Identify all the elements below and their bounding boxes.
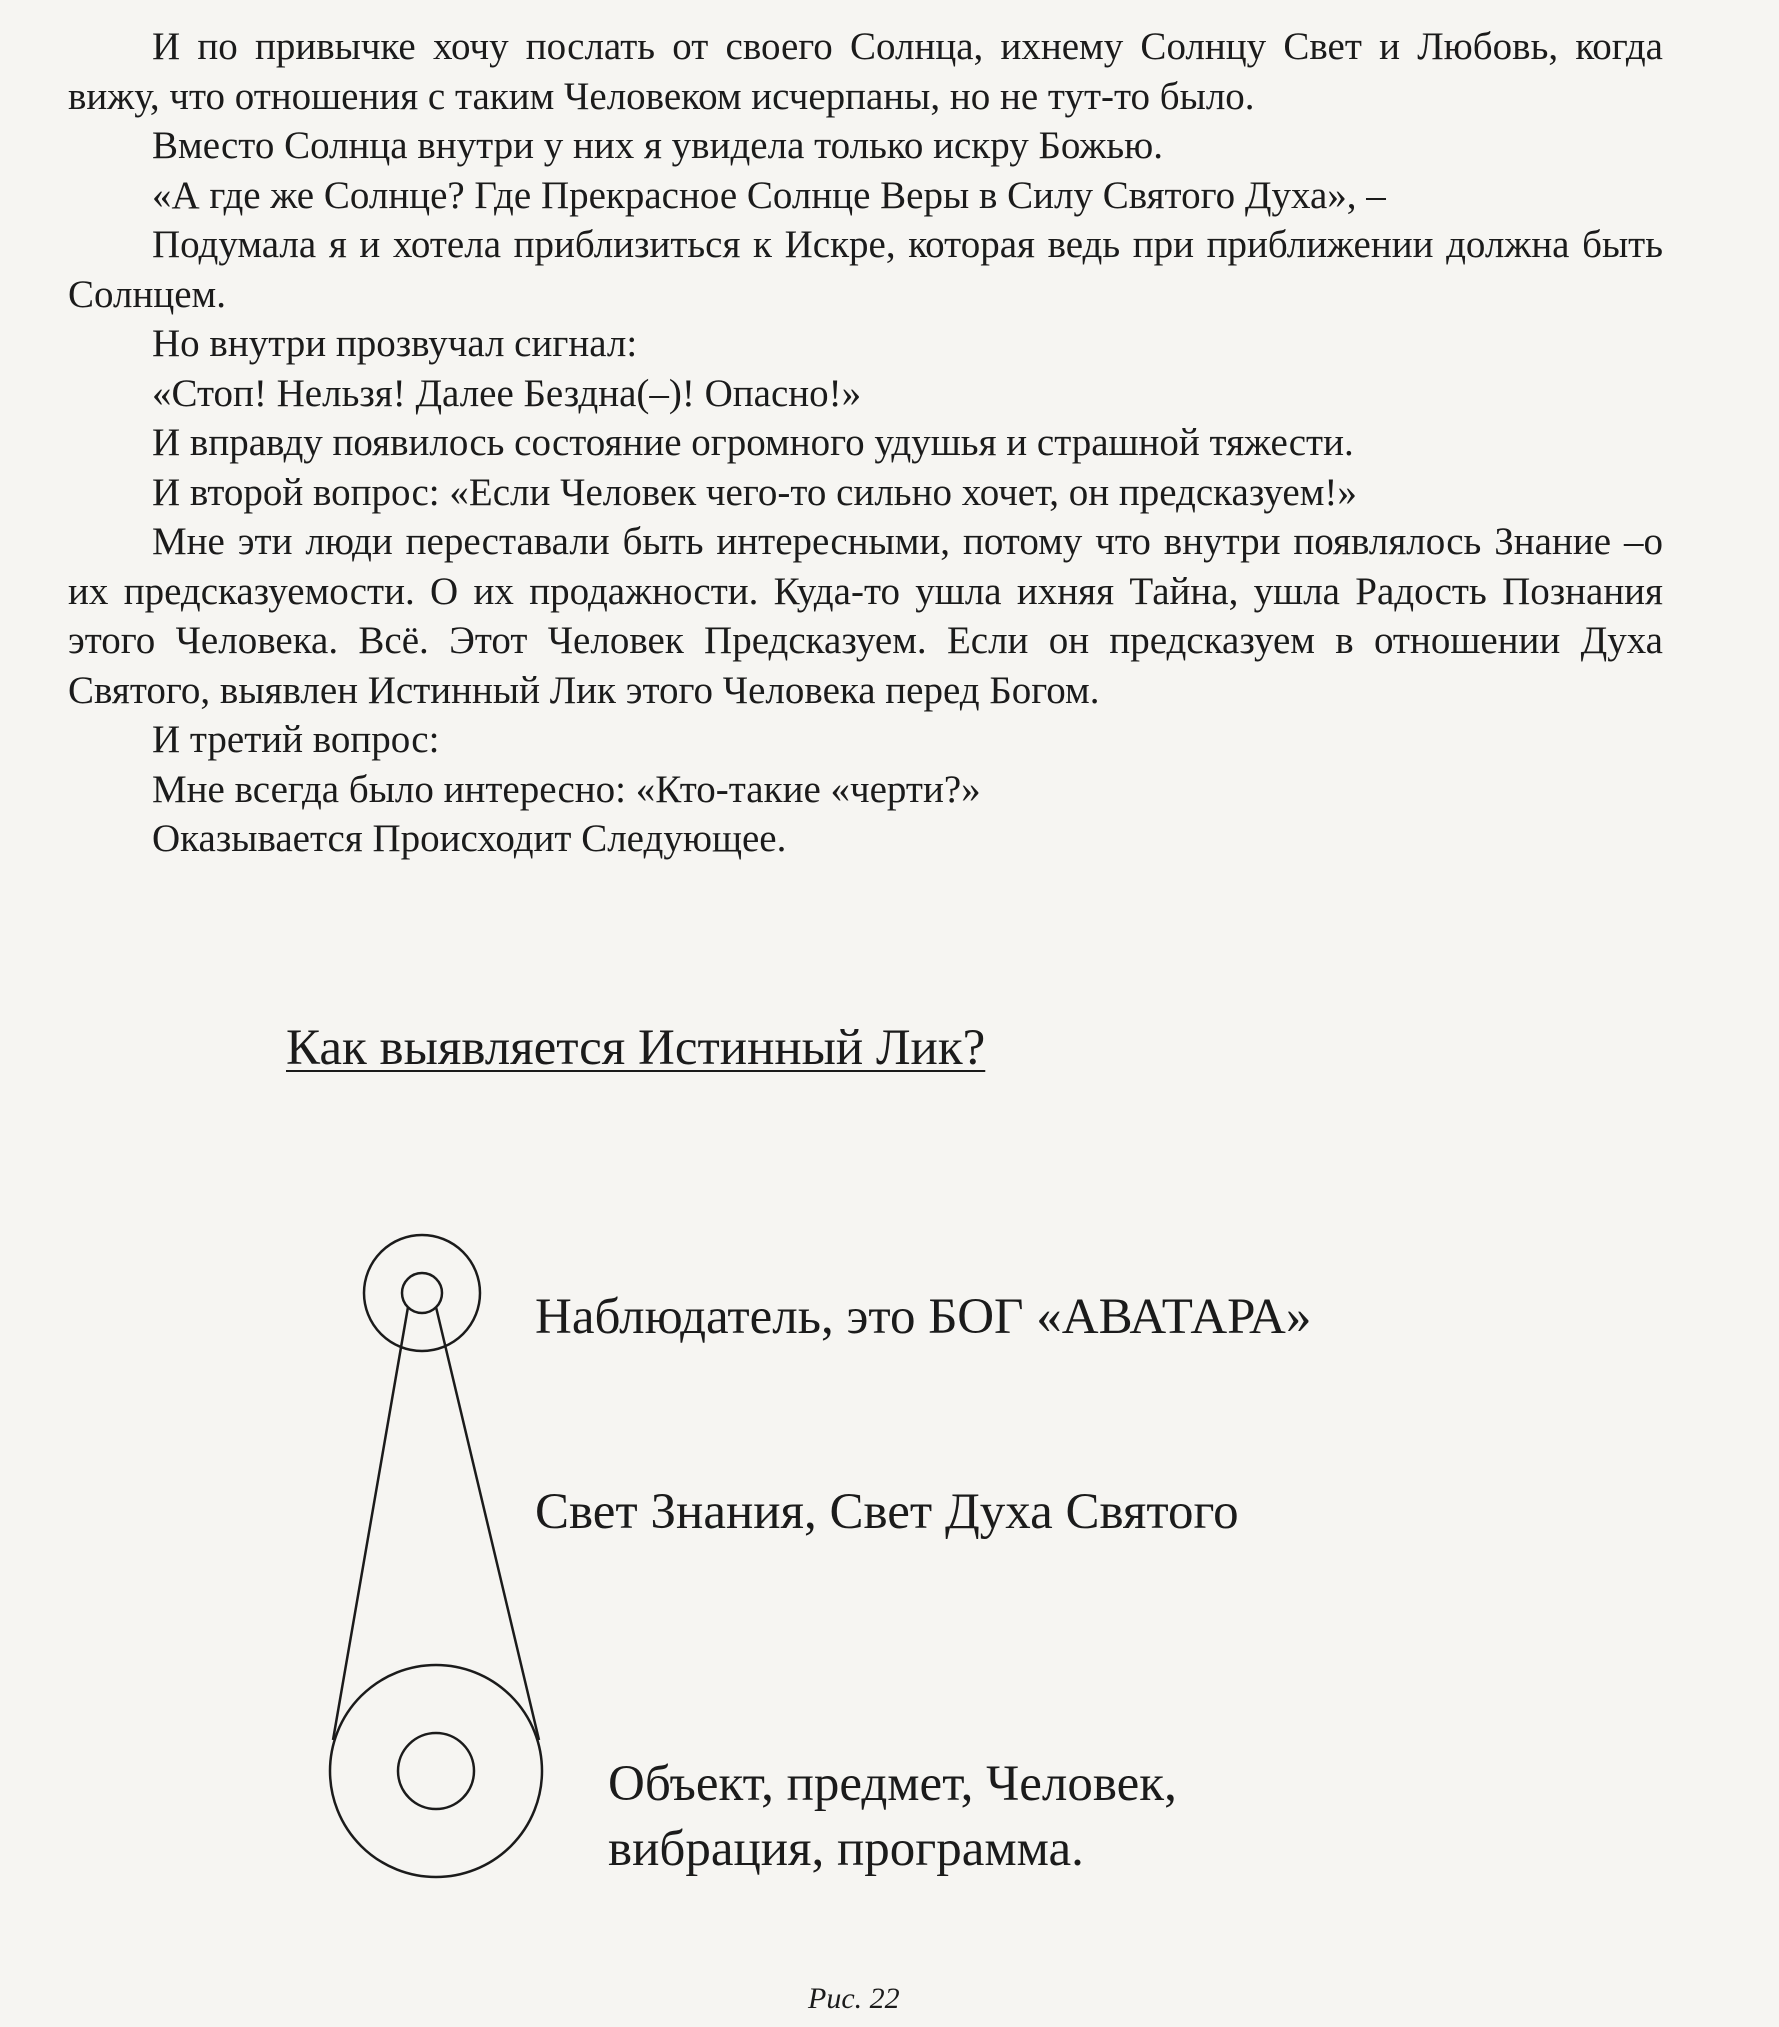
object-outer-circle [330, 1665, 542, 1877]
object-label-line: вибрация, программа. [608, 1821, 1084, 1877]
light-ray-right [436, 1307, 539, 1740]
paragraph: «А где же Солнце? Где Прекрасное Солнце Веры в Силу Святого Духа», – [152, 173, 1386, 217]
paragraph: «Стоп! Нельзя! Далее Бездна(–)! Опасно!» [152, 371, 862, 415]
paragraph: И по привычке хочу послать от своего Солнца, ихнему Солнцу Свет и Любовь, когда вижу, что отношения с таким Человеком исчерпаны, но не тут-то было. [68, 25, 1663, 118]
object-label [608, 1752, 1177, 1882]
object-label-line: Объект, предмет, Человек, [608, 1756, 1177, 1812]
paragraph: Подумала я и хотела приблизиться к Искре, которая ведь при приближении должна быть Солнцем. [68, 223, 1663, 316]
body-text [68, 22, 1663, 864]
light-label: Свет Знания, Свет Духа Святого [535, 1484, 1239, 1540]
observer-label: Наблюдатель, это БОГ «АВАТАРА» [535, 1289, 1312, 1345]
paragraph: Мне всегда было интересно: «Кто-такие «черти?» [152, 767, 981, 811]
paragraph: И вправду появилось состояние огромного удушья и страшной тяжести. [152, 421, 1354, 464]
paragraph: Мне эти люди переставали быть интересными, потому что внутри появлялось Знание –о их предсказуемости. О их продажности. Куда-то ушла ихняя Тайна, ушла Радость Познания этого Человека. Всё. Этот Человек Предсказуем. Если он предсказуем в отношении Духа Святого, выявлен Истинный Лик этого Человека перед Богом. [68, 520, 1663, 712]
paragraph: И третий вопрос: [152, 718, 440, 761]
object-inner-circle [398, 1733, 474, 1809]
figure-caption: Рис. 22 [808, 1982, 900, 2015]
light-ray-left [333, 1307, 408, 1740]
paragraph: Оказывается Происходит Следующее. [152, 817, 787, 860]
paragraph: И второй вопрос: «Если Человек чего-то сильно хочет, он предсказуем!» [152, 470, 1357, 514]
paragraph: Но внутри прозвучал сигнал: [152, 322, 638, 365]
section-heading: Как выявляется Истинный Лик? [286, 1020, 986, 1076]
paragraph: Вместо Солнца внутри у них я увидела только искру Божью. [152, 124, 1164, 167]
observer-outer-circle [364, 1235, 480, 1351]
